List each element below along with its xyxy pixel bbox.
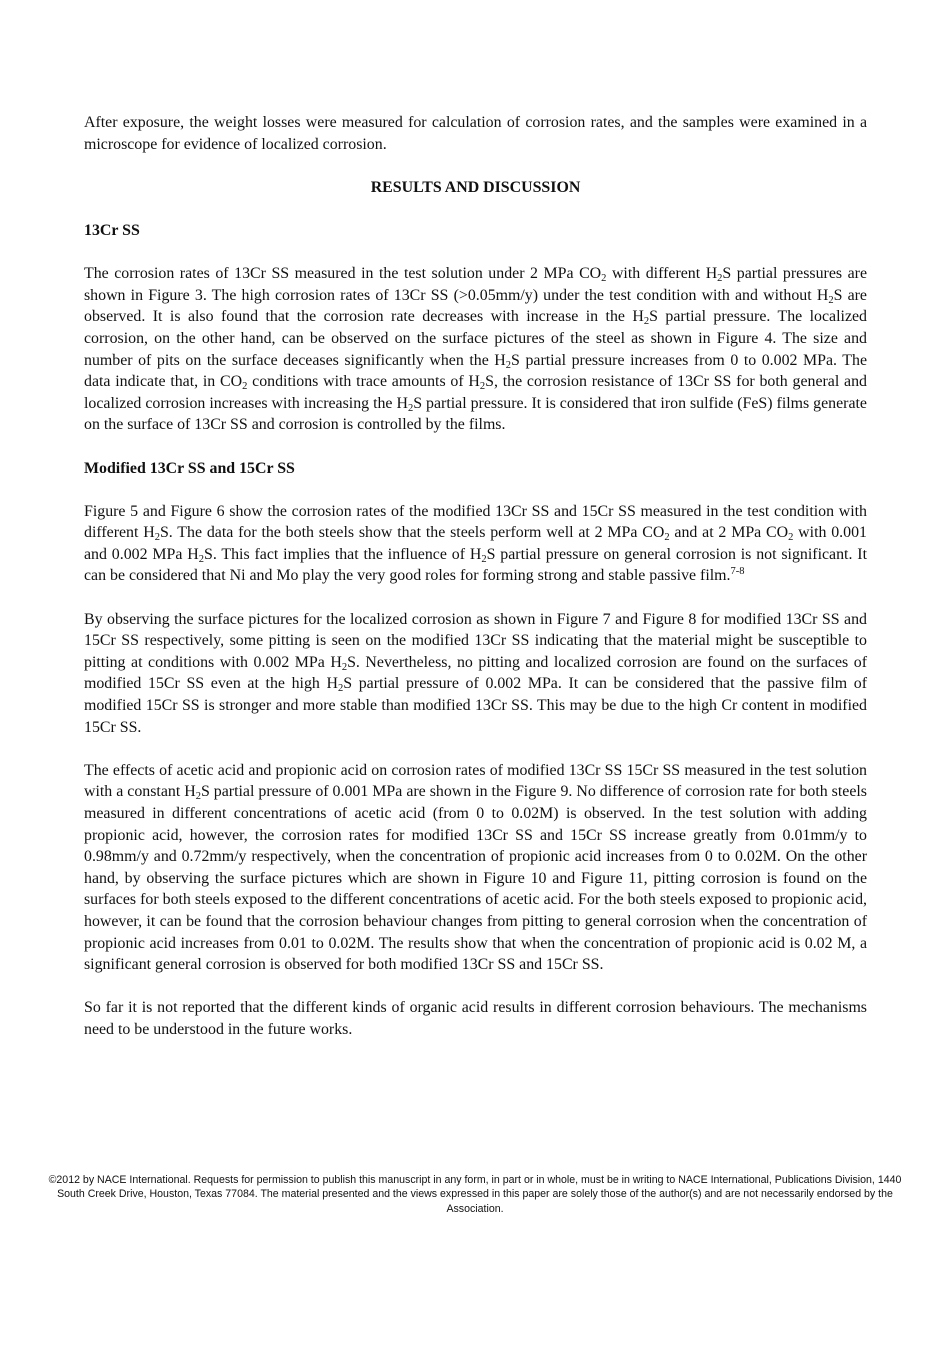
reference-superscript: 7-8 bbox=[730, 566, 745, 578]
intro-paragraph: After exposure, the weight losses were measured for calculation of corrosion rates, and the samples were examined in a microscope for evidence of localized corrosion. bbox=[84, 114, 867, 153]
page-content bbox=[84, 112, 867, 1041]
paragraph-conclusion: So far it is not reported that the different kinds of organic acid results in different corrosion behaviours. The mechanisms need to be understood in the future works. bbox=[84, 999, 867, 1038]
paragraph-modified-general-corrosion: Figure 5 and Figure 6 show the corrosion rates of the modified 13Cr SS and 15Cr SS measured in the test condition with different $H_2S$. The data for the both steels show that the steels perform well at 2 MPa $CO_2$ and at 2 MPa $CO_2$ with 0.001 and 0.002 MPa $H_2S$. This fact implies that the influence of $H_2S$ partial pressure on general corrosion is not significant. It can be considered that Ni and Mo play the very good roles for forming strong and stable passive film.$^{7-8}$ bbox=[84, 502, 867, 585]
subsection-heading-13cr: 13Cr SS bbox=[84, 221, 140, 239]
section-heading-results: RESULTS AND DISCUSSION bbox=[370, 178, 581, 196]
paragraph-13cr-results: The corrosion rates of 13Cr SS measured in the test solution under 2 MPa $CO_2$ with different $H_2S$ partial pressures are shown in Figure 3. The high corrosion rates of 13Cr SS (>0.05mm/y) under the test condition with and without $H_2S$ are observed. It is also found that the corrosion rate decreases with increase in the $H_2S$ partial pressure. The localized corrosion, on the other hand, can be observed on the surface pictures of the steel as shown in Figure 4. The size and number of pits on the surface deceases significantly when the $H_2S$ partial pressure increases from 0 to 0.002 MPa. The data indicate that, in $CO_2$ conditions with trace amounts of $H_2S$, the corrosion resistance of 13Cr SS for both general and localized corrosion increases with increasing the $H_2S$ partial pressure. It is considered that iron sulfide (FeS) films generate on the surface of 13Cr SS and corrosion is controlled by the films. bbox=[84, 265, 868, 434]
subsection-heading-modified: Modified 13Cr SS and 15Cr SS bbox=[84, 459, 295, 477]
paragraph-modified-localized-corrosion: By observing the surface pictures for the localized corrosion as shown in Figure 7 and Figure 8 for modified 13Cr SS and 15Cr SS respectively, some pitting is seen on the modified 13Cr SS indicating that the material might be susceptible to pitting at conditions with 0.002 MPa $H_2S$. Nevertheless, no pitting and localized corrosion are found on the surfaces of modified 15Cr SS even at the high $H_2S$ partial pressure of 0.002 MPa. It can be considered that the passive film of modified 15Cr SS is stronger and more stable than modified 13Cr SS. This may be due to the high Cr content in modified 15Cr SS. bbox=[84, 610, 867, 736]
paragraph-organic-acids: The effects of acetic acid and propionic acid on corrosion rates of modified 13Cr SS 15Cr SS measured in the test solution with a constant $H_2S$ partial pressure of 0.001 MPa are shown in the Figure 9. No difference of corrosion rate for both steels measured in different concentrations of acetic acid (from 0 to 0.02M) is observed. In the test solution with adding propionic acid, however, the corrosion rates for modified 13Cr SS and 15Cr SS increase greatly from 0.01mm/y to 0.98mm/y and 0.72mm/y respectively, when the concentration of propionic acid increases from 0 to 0.02M. On the other hand, by observing the surface pictures which are shown in Figure 10 and Figure 11, pitting corrosion is found on the surfaces for both steels exposed to the different concentrations of acetic acid. For the both steels exposed to propionic acid, however, it can be found that the corrosion behaviour changes from pitting to general corrosion when the concentration of propionic acid increases from 0.01 to 0.02M. The results show that when the concentration of propionic acid is 0.02 M, a significant general corrosion is observed for both modified 13Cr SS and 15Cr SS. bbox=[84, 761, 867, 974]
copyright-footer: ©2012 by NACE International. Requests for permission to publish this manuscript in any form, in part or in whole, must be in writing to NACE International, Publications Division, 1440 South Creek Drive, Houston, Texas 77084. The material presented and the views expressed in this paper are solely those of the author(s) and are not necessarily endorsed by the Association. bbox=[48, 1174, 902, 1215]
